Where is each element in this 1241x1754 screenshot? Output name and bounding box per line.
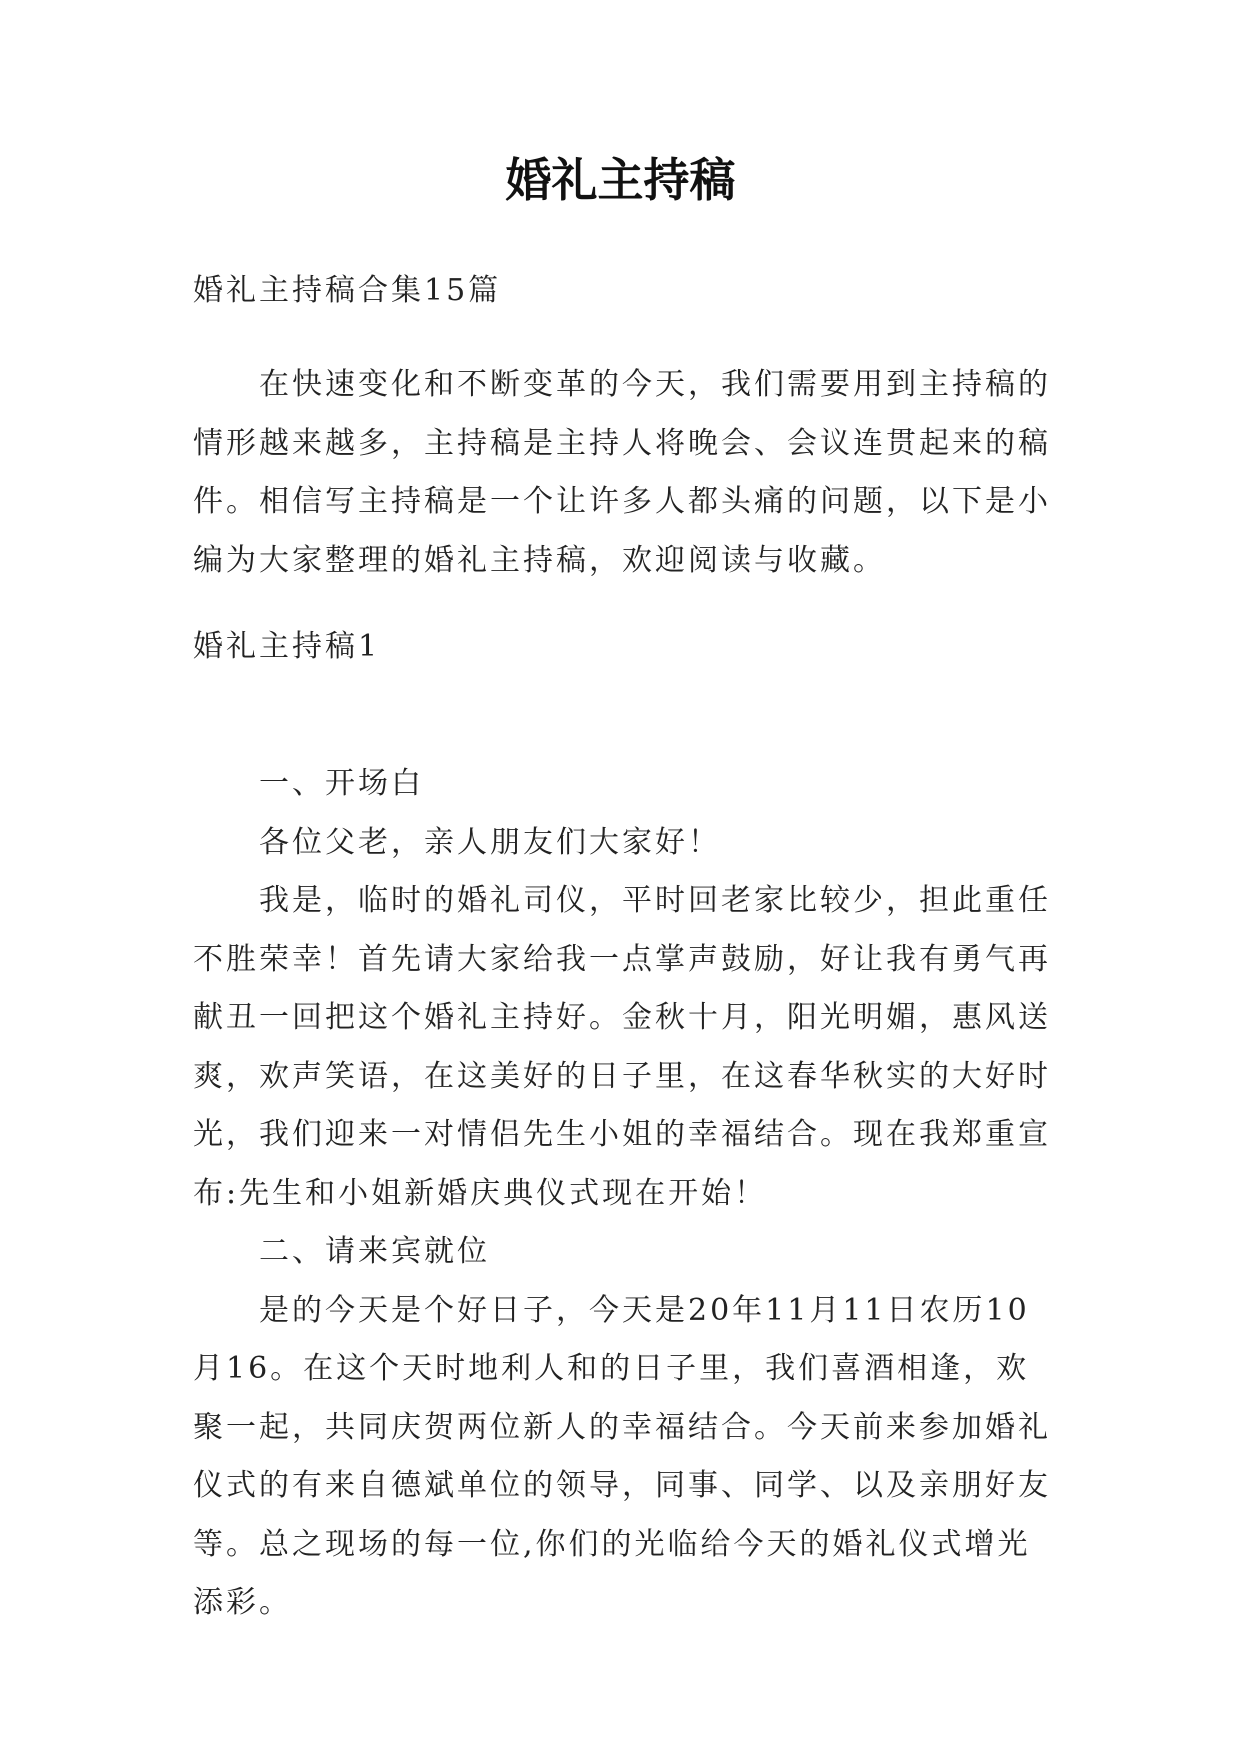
document-title: 婚礼主持稿	[505, 153, 736, 207]
section-heading: 婚礼主持稿1	[193, 629, 381, 664]
intro-paragraph: 在快速变化和不断变革的今天，我们需要用到主持稿的情形越来越多，主持稿是主持人将晚会、会议连贯起来的稿件。相信写主持稿是一个让许多人都头痛的问题，以下是小编为大家整理的婚礼主持稿，欢迎阅读与收藏。	[193, 367, 1051, 578]
paragraph-greeting: 各位父老，亲人朋友们大家好！	[259, 824, 721, 860]
paragraph-opening-heading: 一、开场白	[259, 766, 424, 801]
paragraph-opening-speech: 我是，临时的婚礼司仪，平时回老家比较少，担此重任不胜荣幸！首先请大家给我一点掌声鼓励，好让我有勇气再献丑一回把这个婚礼主持好。金秋十月，阳光明媚，惠风送爽，欢声笑语，在这美好的日子里，在这春华秋实的大好时光，我们迎来一对情侣先生小姐的幸福结合。现在我郑重宣布:先生和小姐新婚庆典仪式现在开始！	[193, 883, 1051, 1211]
document-subtitle: 婚礼主持稿合集15篇	[193, 273, 502, 308]
section-body	[193, 755, 1053, 1633]
paragraph-guests-speech: 是的今天是个好日子，今天是20年11月11日农历10月16。在这个天时地利人和的日子里，我们喜酒相逢，欢聚一起，共同庆贺两位新人的幸福结合。今天前来参加婚礼仪式的有来自德斌单位的领导，同事、同学、以及亲朋好友等。总之现场的每一位,你们的光临给今天的婚礼仪式增光添彩。	[193, 1292, 1051, 1620]
paragraph-guests-heading: 二、请来宾就位	[259, 1234, 490, 1269]
